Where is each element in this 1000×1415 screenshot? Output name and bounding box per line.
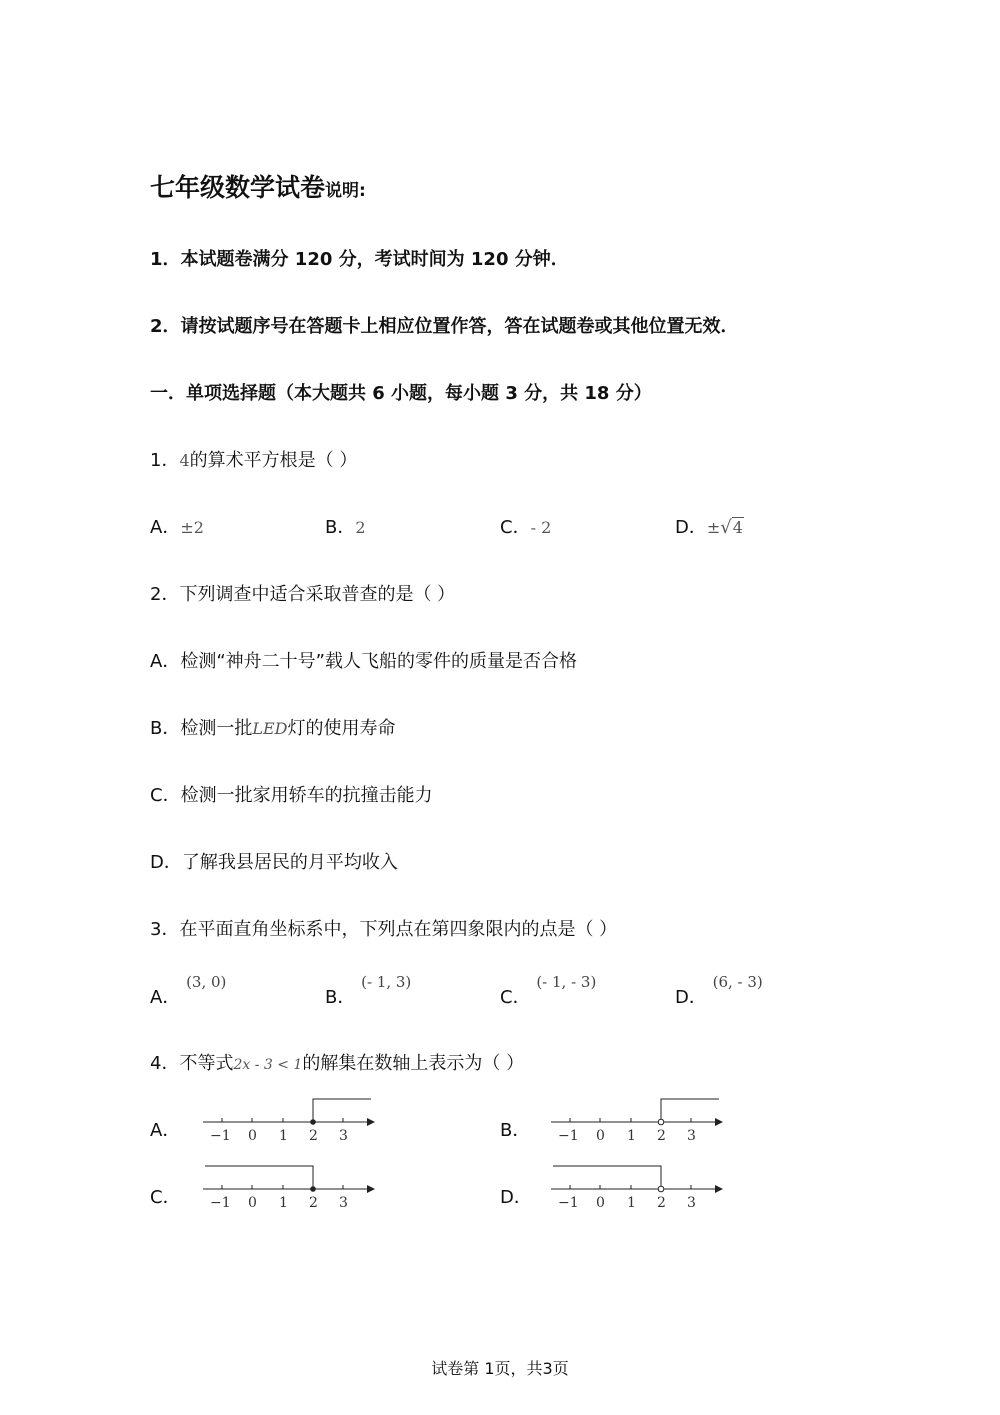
q4-option-d-number-line[interactable] <box>543 1159 733 1215</box>
tick-label: 1 <box>279 1128 288 1144</box>
tick-label: 3 <box>687 1128 696 1144</box>
option-value: (3, 0) <box>186 973 227 991</box>
tick-label: −1 <box>210 1128 231 1144</box>
solid-dot <box>310 1186 316 1192</box>
q3-option-c[interactable] <box>500 973 597 1009</box>
option-text-after: 灯的使用寿命 <box>287 718 396 739</box>
q3-option-b[interactable] <box>325 973 412 1009</box>
tick-label: 0 <box>248 1128 257 1144</box>
option-label: D． <box>675 517 707 538</box>
solution-ray <box>313 1099 371 1122</box>
question-number: 1． <box>150 450 180 471</box>
option-math: LED <box>252 719 288 738</box>
exam-title: 七年级数学试卷 <box>150 173 326 202</box>
option-text: 检测一批家用轿车的抗撞击能力 <box>180 785 433 806</box>
q2-option-a[interactable] <box>150 647 577 673</box>
option-value: (- 1, 3) <box>361 973 412 991</box>
q3-option-d[interactable] <box>675 973 763 1009</box>
option-value: (- 1, - 3) <box>536 973 597 991</box>
question-math: 2x - 3 < 1 <box>233 1057 303 1073</box>
option-text: 了解我县居民的月平均收入 <box>181 852 398 873</box>
q1-option-b[interactable] <box>325 513 366 539</box>
option-label: A． <box>150 987 181 1008</box>
question-text: 的算术平方根是（ ） <box>189 450 358 471</box>
tick-label: −1 <box>558 1128 579 1144</box>
option-label: A． <box>150 651 181 672</box>
question-3 <box>150 915 617 941</box>
q2-option-b[interactable] <box>150 714 396 740</box>
arrow-head-icon <box>715 1118 723 1126</box>
question-number: 4． <box>150 1053 180 1074</box>
tick-label: 0 <box>248 1195 257 1211</box>
option-label: B． <box>325 517 356 538</box>
q4-option-c-label[interactable]: C． <box>150 1187 181 1208</box>
q1-option-c[interactable] <box>500 513 551 539</box>
solid-dot <box>310 1119 316 1125</box>
exam-subtitle: 说明: <box>325 181 366 201</box>
option-value: ±2 <box>180 518 204 537</box>
question-text: 在平面直角坐标系中，下列点在第四象限内的点是（ ） <box>179 919 618 940</box>
option-label: D． <box>150 852 182 873</box>
tick-label: 3 <box>687 1195 696 1211</box>
q4-option-d-label[interactable]: D． <box>500 1187 532 1208</box>
option-label: B． <box>325 987 356 1008</box>
tick-label: 2 <box>309 1128 318 1144</box>
question-4 <box>150 1049 524 1075</box>
tick-label: −1 <box>558 1195 579 1211</box>
option-text-before: 检测一批 <box>180 718 253 739</box>
tick-label: 2 <box>657 1195 666 1211</box>
tick-label: 1 <box>627 1128 636 1144</box>
option-label: C． <box>500 987 531 1008</box>
solution-ray <box>205 1166 313 1189</box>
q2-option-d[interactable] <box>150 848 398 874</box>
option-label: D． <box>675 987 707 1008</box>
option-label: A． <box>150 517 181 538</box>
tick-label: 1 <box>627 1195 636 1211</box>
option-text: 检测“神舟二十号”载人飞船的零件的质量是否合格 <box>180 651 577 672</box>
tick-label: 3 <box>339 1195 348 1211</box>
question-1 <box>150 446 357 472</box>
question-number: 3． <box>150 919 180 940</box>
note-2: 2．请按试题序号在答题卡上相应位置作答，答在试题卷或其他位置无效． <box>150 316 739 337</box>
question-number: 2． <box>150 584 180 605</box>
q3-option-a[interactable] <box>150 973 227 1009</box>
tick-label: 2 <box>657 1128 666 1144</box>
q1-option-d[interactable] <box>675 513 744 539</box>
option-value: (6, - 3) <box>712 973 763 991</box>
tick-label: 0 <box>596 1195 605 1211</box>
section-heading: 一．单项选择题（本大题共 6 小题，每小题 3 分，共 18 分） <box>150 383 652 404</box>
question-2 <box>150 580 455 606</box>
page-title <box>150 168 366 204</box>
arrow-head-icon <box>367 1118 375 1126</box>
arrow-head-icon <box>715 1185 723 1193</box>
option-prefix: ± <box>706 518 721 537</box>
open-dot <box>658 1186 664 1192</box>
question-text: 下列调查中适合采取普查的是（ ） <box>179 584 456 605</box>
open-dot <box>658 1119 664 1125</box>
sqrt-sign: √ <box>720 517 732 538</box>
page-footer: 试卷第 1页，共3页 <box>431 1359 569 1378</box>
q2-option-c[interactable] <box>150 781 433 807</box>
solution-ray <box>553 1166 661 1186</box>
q4-option-c-number-line[interactable] <box>195 1159 385 1215</box>
option-value: - 2 <box>530 518 552 537</box>
question-text-before: 不等式 <box>179 1053 234 1074</box>
tick-label: −1 <box>210 1195 231 1211</box>
q1-option-a[interactable] <box>150 513 204 539</box>
arrow-head-icon <box>367 1185 375 1193</box>
q4-option-a-label[interactable]: A． <box>150 1120 181 1141</box>
option-label: C． <box>150 785 181 806</box>
tick-label: 2 <box>309 1195 318 1211</box>
option-value: 2 <box>355 518 366 537</box>
question-text-after: 的解集在数轴上表示为（ ） <box>302 1053 525 1074</box>
note-1: 1．本试题卷满分 120 分，考试时间为 120 分钟． <box>150 249 569 270</box>
q4-option-b-label[interactable]: B． <box>500 1120 531 1141</box>
question-math: 4 <box>179 451 190 470</box>
tick-label: 0 <box>596 1128 605 1144</box>
option-label: C． <box>500 517 531 538</box>
tick-label: 1 <box>279 1195 288 1211</box>
sqrt-radicand: 4 <box>732 518 743 537</box>
q4-option-a-number-line[interactable] <box>195 1092 385 1148</box>
solution-ray <box>661 1099 719 1119</box>
option-label: B． <box>150 718 181 739</box>
q4-option-b-number-line[interactable] <box>543 1092 733 1148</box>
tick-label: 3 <box>339 1128 348 1144</box>
